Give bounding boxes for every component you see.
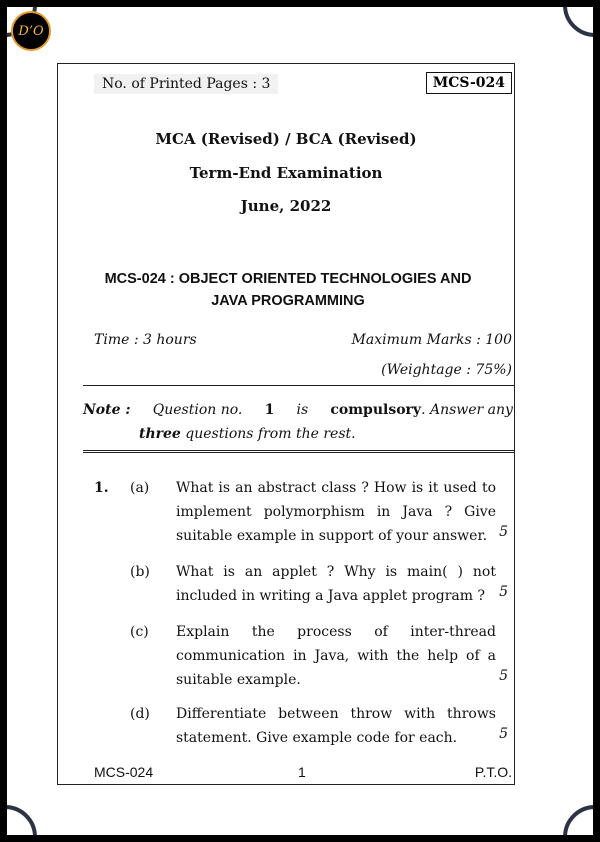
exam-session: June, 2022 (240, 197, 332, 215)
course-code-box: MCS-024 (426, 72, 512, 94)
question-part-a: What is an abstract class ? How is it used to implement polymorphism in Java ? Give suitable example in support of your answer. (176, 480, 496, 544)
question-part-label: (b) (130, 564, 150, 580)
corner-decoration (7, 805, 37, 835)
double-divider (83, 450, 514, 453)
marks: 5 (499, 668, 508, 684)
marks: 5 (499, 726, 508, 742)
question-part-d: Differentiate between throw with throws statement. Give example code for each. (176, 706, 496, 746)
weightage: (Weightage : 75%) (381, 362, 512, 378)
exam-type: Term-End Examination (189, 164, 383, 182)
note: Note : Question no. 1 is compulsory. Answer any three questions from the rest. (83, 402, 513, 442)
subject-title: MCS-024 : OBJECT ORIENTED TECHNOLOGIES AND JAVA PROGRAMMING (104, 271, 472, 309)
page-number: 1 (298, 764, 306, 780)
question-part-b: What is an applet ? Why is main( ) not included in writing a Java applet program ? (176, 564, 496, 604)
corner-decoration (563, 7, 593, 37)
question-part-label: (c) (130, 624, 149, 640)
question-part-label: (d) (130, 706, 150, 722)
page (7, 7, 593, 835)
question-number: 1. (94, 480, 109, 496)
divider (83, 385, 514, 386)
footer-course-code: MCS-024 (94, 764, 154, 780)
marks: 5 (499, 524, 508, 540)
question-paper-frame (57, 63, 515, 785)
marks: 5 (499, 584, 508, 600)
maximum-marks: Maximum Marks : 100 (351, 332, 512, 348)
logo: D’O (11, 11, 51, 51)
pto-label: P.T.O. (474, 764, 512, 780)
printed-pages: No. of Printed Pages : 3 (94, 74, 278, 94)
time-allowed: Time : 3 hours (94, 332, 197, 348)
corner-decoration (563, 805, 593, 835)
programme-title: MCA (Revised) / BCA (Revised) (155, 130, 417, 148)
question-part-label: (a) (130, 480, 150, 496)
question-part-c: Explain the process of inter-thread communication in Java, with the help of a suitable example. (176, 624, 496, 688)
